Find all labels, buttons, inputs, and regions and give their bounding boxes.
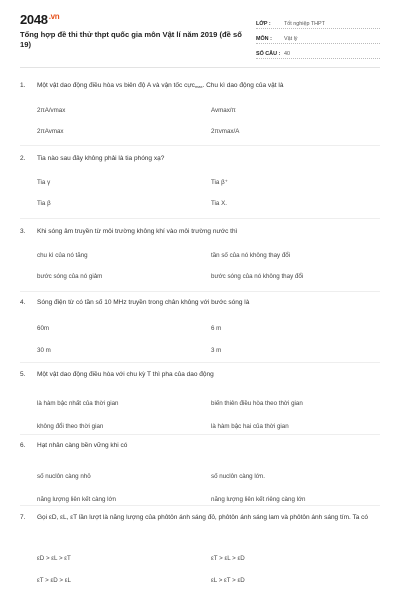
option-a[interactable]: εD > εL > εT <box>37 555 71 562</box>
question-subscript: max <box>194 84 203 89</box>
question-text: Khi sóng âm truyền từ môi trường không khí vào môi trường nước thì <box>37 228 238 235</box>
question-text: Sóng điện từ có tần số 10 MHz truyền trong chân không với bước sóng là <box>37 299 250 306</box>
option-d[interactable]: 3 m <box>211 347 222 354</box>
meta-row-subject <box>256 29 380 44</box>
option-b[interactable]: tần số của nó không thay đổi <box>211 252 291 259</box>
question-5 <box>20 370 380 430</box>
question-separator <box>20 291 380 292</box>
question-stem <box>20 81 380 91</box>
option-b[interactable]: biến thiên điều hòa theo thời gian <box>211 400 303 407</box>
option-c[interactable]: năng lượng liên kết càng lớn <box>37 496 116 503</box>
meta-value: Tốt nghiệp THPT <box>284 21 325 27</box>
option-b[interactable]: số nuclôn càng lớn. <box>211 473 265 480</box>
question-text: Một vật dao động điều hòa vs biên độ A và vận tốc cực <box>37 82 195 89</box>
option-c[interactable]: 30 m <box>37 347 51 354</box>
question-stem <box>20 370 380 379</box>
meta-value: 40 <box>284 51 290 57</box>
meta-key: SỐ CÂU : <box>256 51 281 57</box>
meta-key: MÔN : <box>256 36 272 42</box>
brand-logo[interactable] <box>20 12 59 27</box>
header <box>20 12 380 60</box>
option-d[interactable]: năng lượng liên kết riêng càng lớn <box>211 496 306 503</box>
option-c[interactable]: Tia β <box>37 200 51 207</box>
question-text: Gọi εD, εL, εT lần lượt là năng lượng của phôtôn ánh sáng đỏ, phôtôn ánh sáng lam và phôtôn ánh sáng tím. Ta có <box>37 514 369 521</box>
question-3 <box>20 227 380 280</box>
option-c[interactable]: không đổi theo thời gian <box>37 423 104 430</box>
option-c[interactable]: εT > εD > εL <box>37 577 71 584</box>
option-c[interactable]: bước sóng của nó giảm <box>37 273 103 280</box>
question-6 <box>20 441 380 503</box>
question-text: Hạt nhân càng bền vững khi có <box>37 442 128 449</box>
meta-value: Vật lý <box>284 36 298 42</box>
exam-meta <box>256 14 380 59</box>
option-d[interactable]: Tia X. <box>211 200 227 207</box>
option-d[interactable]: εL > εT > εD <box>211 577 245 584</box>
question-text: Tia nào sau đây không phải là tia phóng xạ? <box>37 155 165 162</box>
question-number: 1. <box>20 82 26 89</box>
question-number: 7. <box>20 514 26 521</box>
question-separator <box>20 434 380 435</box>
question-separator <box>20 145 380 146</box>
exam-title: Tổng hợp đề thi thử thpt quốc gia môn Vật lí năm 2019 (đề số 19) <box>20 30 242 49</box>
meta-row-count <box>256 44 380 59</box>
option-b[interactable]: εT > εL > εD <box>211 555 245 562</box>
question-stem <box>20 441 380 450</box>
question-stem <box>20 227 380 236</box>
question-stem <box>20 513 380 522</box>
question-separator <box>20 505 380 506</box>
meta-row-class <box>256 14 380 29</box>
question-stem <box>20 298 380 307</box>
question-1 <box>20 81 380 135</box>
question-number: 5. <box>20 371 26 378</box>
option-a[interactable]: chu kì của nó tăng <box>37 252 88 259</box>
question-number: 3. <box>20 228 26 235</box>
brand-tld: .vn <box>48 12 60 21</box>
meta-key: LỚP : <box>256 21 271 27</box>
option-d[interactable]: là hàm bậc hai của thời gian <box>211 423 289 430</box>
option-b[interactable]: Tia β⁺ <box>211 179 228 186</box>
question-4 <box>20 298 380 354</box>
option-a[interactable]: là hàm bậc nhất của thời gian <box>37 400 119 407</box>
brand-name: 2048 <box>20 12 48 27</box>
question-separator <box>20 362 380 363</box>
question-stem <box>20 154 380 163</box>
option-a[interactable]: Tia γ <box>37 179 51 186</box>
option-a[interactable]: 60m <box>37 325 50 332</box>
option-a[interactable]: 2πA/vmax <box>37 107 66 114</box>
question-text-end: . Chu kì dao động của vật là <box>202 82 284 89</box>
option-d[interactable]: 2πvmax/A <box>211 128 240 135</box>
question-2 <box>20 154 380 207</box>
option-d[interactable]: bước sóng của nó không thay đổi <box>211 273 304 280</box>
option-b[interactable]: Avmax/π <box>211 107 236 114</box>
question-separator <box>20 218 380 219</box>
option-a[interactable]: số nuclôn càng nhỏ <box>37 473 91 480</box>
option-b[interactable]: 6 m <box>211 325 222 332</box>
question-7 <box>20 513 380 584</box>
option-c[interactable]: 2πAvmax <box>37 128 64 135</box>
header-divider <box>20 67 380 68</box>
question-number: 6. <box>20 442 26 449</box>
question-number: 2. <box>20 155 26 162</box>
question-number: 4. <box>20 299 26 306</box>
question-text: Một vật dao động điều hòa với chu kỳ T thì pha của dao động <box>37 371 214 378</box>
